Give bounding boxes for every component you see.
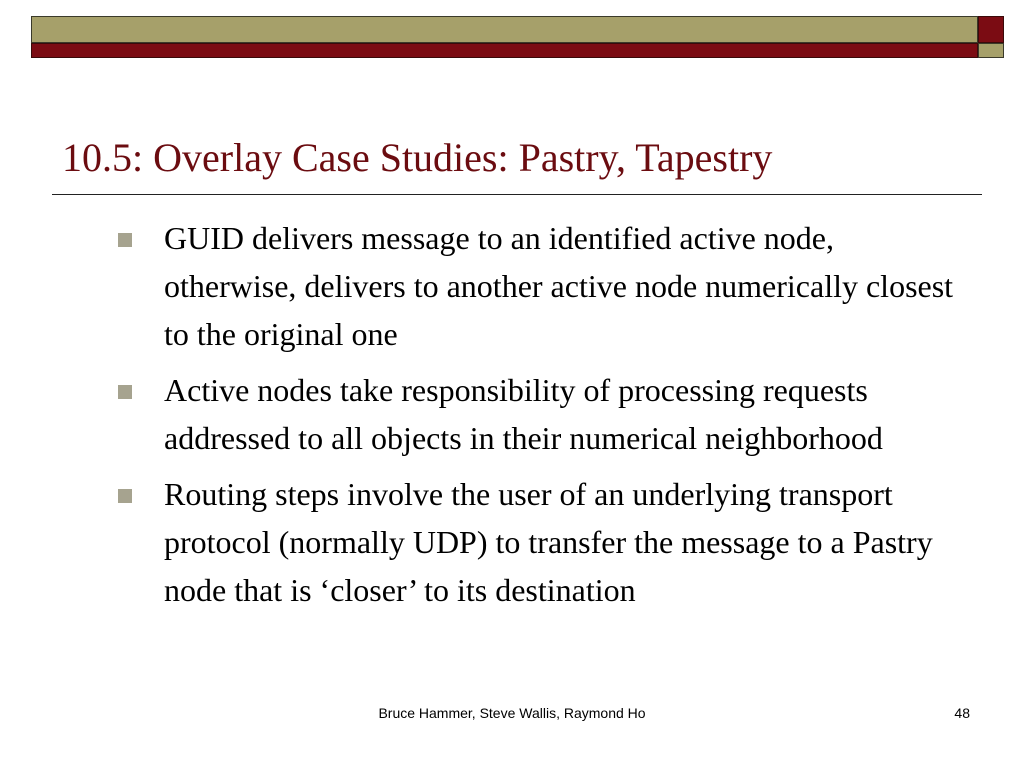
bullet-item (115, 366, 965, 462)
bullet-item (115, 470, 965, 614)
bullet-item (115, 214, 965, 358)
header-corner-maroon (978, 16, 1004, 43)
bullet-list (115, 214, 965, 622)
footer-authors: Bruce Hammer, Steve Wallis, Raymond Ho (378, 705, 646, 721)
bullet-text: Active nodes take responsibility of processing requests addressed to all objects in their numerical neighborhood (164, 372, 883, 456)
bullet-square-icon (118, 489, 132, 503)
bullet-text: Routing steps involve the user of an underlying transport protocol (normally UDP) to transfer the message to a Pastry node that is ‘closer’ to its destination (164, 476, 933, 608)
bullet-text: GUID delivers message to an identified active node, otherwise, delivers to another active node numerically closest to the original one (164, 220, 954, 352)
bullet-square-icon (118, 385, 132, 399)
page-number: 48 (954, 705, 970, 721)
title-divider (52, 194, 982, 195)
bullet-square-icon (118, 233, 132, 247)
slide-title: 10.5: Overlay Case Studies: Pastry, Tapestry (62, 135, 773, 180)
header-corner-olive (978, 43, 1004, 58)
header-bar-olive (31, 16, 978, 43)
header-bar-maroon (31, 43, 978, 58)
